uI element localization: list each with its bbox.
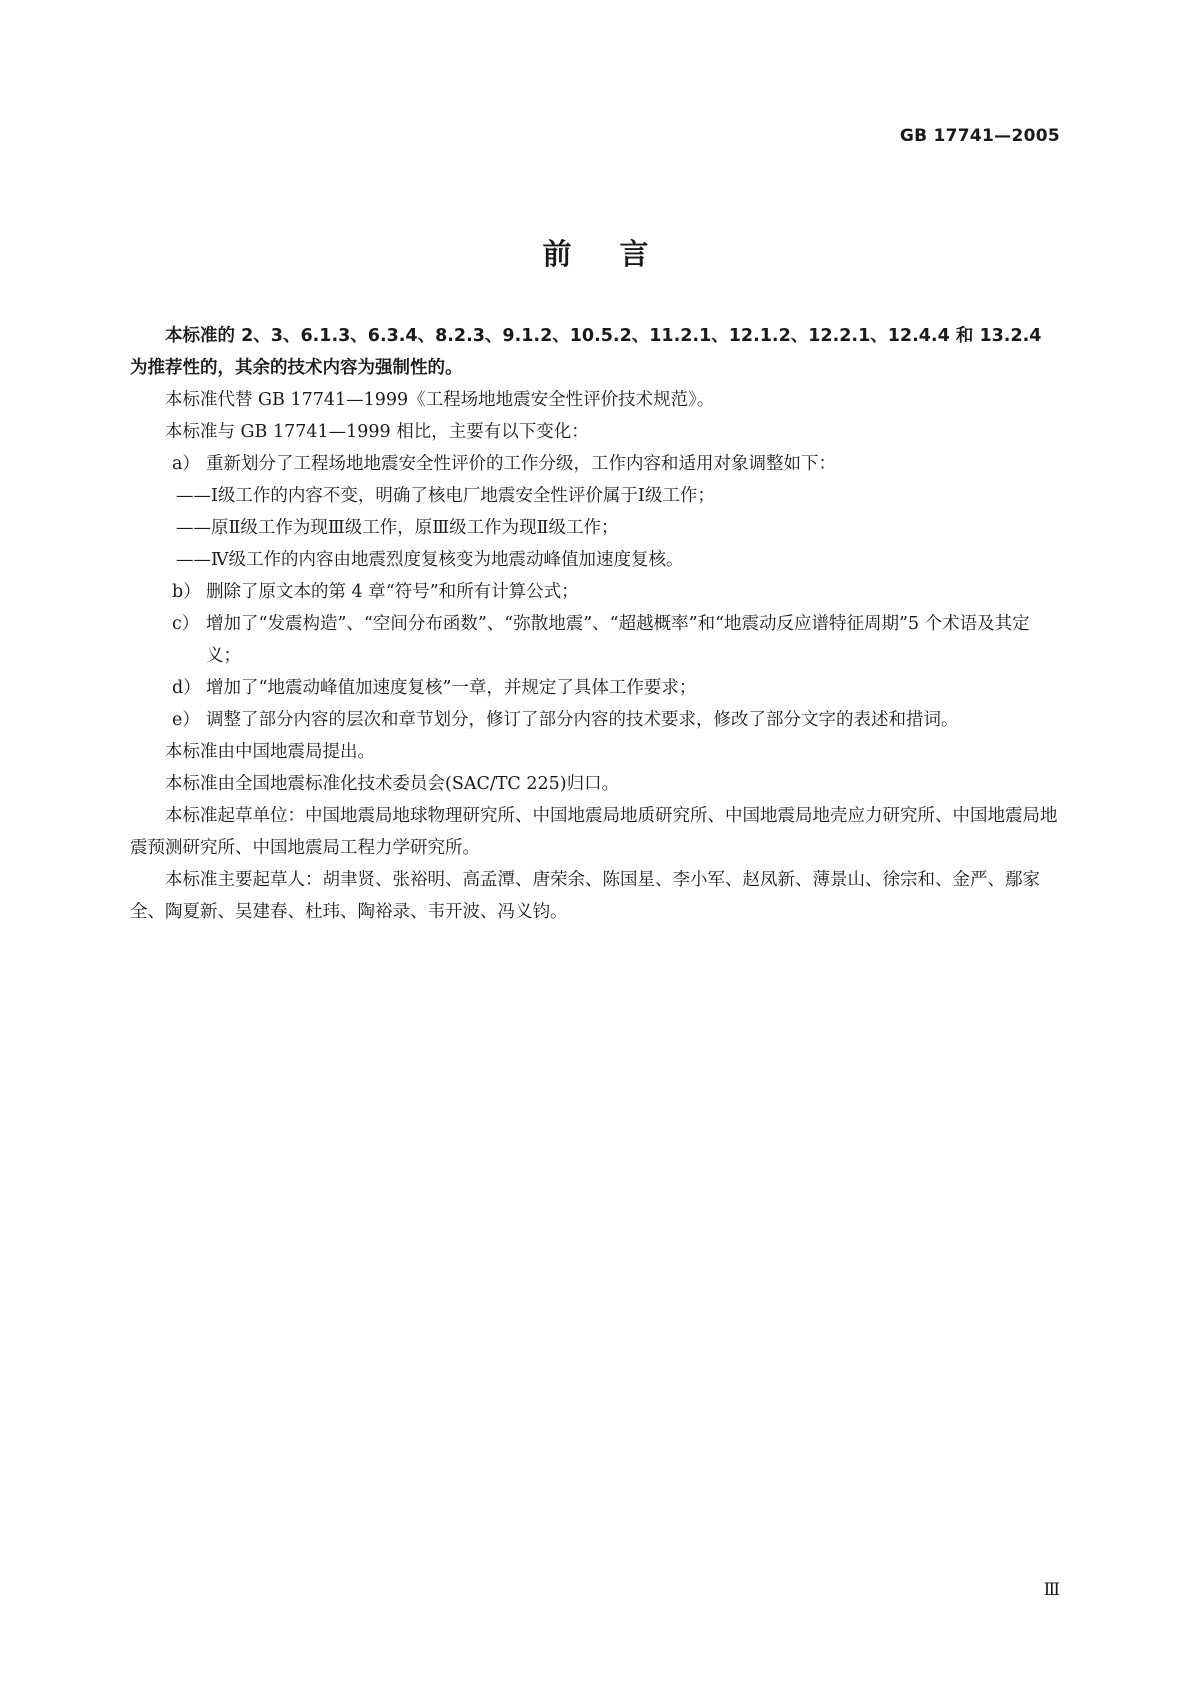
standard-number: GB 17741—2005: [899, 126, 1060, 146]
list-item-d: [130, 672, 1064, 704]
paragraph-changes-intro: 本标准与 GB 17741—1999 相比，主要有以下变化：: [165, 422, 589, 442]
list-marker: c）: [172, 614, 200, 634]
foreword-body: [130, 320, 1064, 928]
list-marker: d）: [172, 678, 201, 698]
paragraph-drafters: 本标准主要起草人：胡聿贤、张裕明、高孟潭、唐荣余、陈国星、李小军、赵凤新、薄景山、徐宗和、金严、鄢家全、陶夏新、吴建春、杜玮、陶裕录、韦开波、冯义钧。: [130, 870, 1040, 922]
paragraph-recommended-clauses: 本标准的 2、3、6.1.3、6.3.4、8.2.3、9.1.2、10.5.2、11.2.1、12.1.2、12.2.1、12.4.4 和 13.2.4 为推荐性的，其余的技术内容为强制性的。: [130, 326, 1042, 378]
sub-item-level-2-3: ——原Ⅱ级工作为现Ⅲ级工作，原Ⅲ级工作为现Ⅱ级工作；: [176, 518, 619, 538]
list-item-a: [130, 448, 1064, 480]
list-item-text: 增加了“发震构造”、“空间分布函数”、“弥散地震”、“超越概率”和“地震动反应谱特征周期”5 个术语及其定义；: [206, 614, 1030, 666]
list-item-b: [130, 576, 1064, 608]
list-marker: b）: [172, 582, 201, 602]
list-item-text: 调整了部分内容的层次和章节划分，修订了部分内容的技术要求，修改了部分文字的表述和措词。: [206, 710, 959, 730]
list-marker: a）: [172, 454, 200, 474]
page-title: 前言: [542, 237, 697, 271]
list-item-text: 增加了“地震动峰值加速度复核”一章，并规定了具体工作要求；: [206, 678, 697, 698]
list-item-c: [130, 608, 1064, 672]
list-item-text: 重新划分了工程场地地震安全性评价的工作分级，工作内容和适用对象调整如下：: [206, 454, 836, 474]
list-item-text: 删除了原文本的第 4 章“符号”和所有计算公式；: [206, 582, 579, 602]
paragraph-proposer: 本标准由中国地震局提出。: [165, 742, 375, 762]
paragraph-committee: 本标准由全国地震标准化技术委员会(SAC/TC 225)归口。: [165, 774, 620, 794]
sub-item-level-1: ——Ⅰ级工作的内容不变，明确了核电厂地震安全性评价属于Ⅰ级工作；: [176, 486, 715, 506]
list-marker: e）: [172, 710, 200, 730]
paragraph-replaces: 本标准代替 GB 17741—1999《工程场地地震安全性评价技术规范》。: [165, 390, 715, 410]
sub-item-level-4: ——Ⅳ级工作的内容由地震烈度复核变为地震动峰值加速度复核。: [176, 550, 684, 570]
list-item-e: [130, 704, 1064, 736]
paragraph-drafting-units: 本标准起草单位：中国地震局地球物理研究所、中国地震局地质研究所、中国地震局地壳应力研究所、中国地震局地震预测研究所、中国地震局工程力学研究所。: [130, 806, 1058, 858]
page-number: Ⅲ: [1043, 1580, 1060, 1600]
